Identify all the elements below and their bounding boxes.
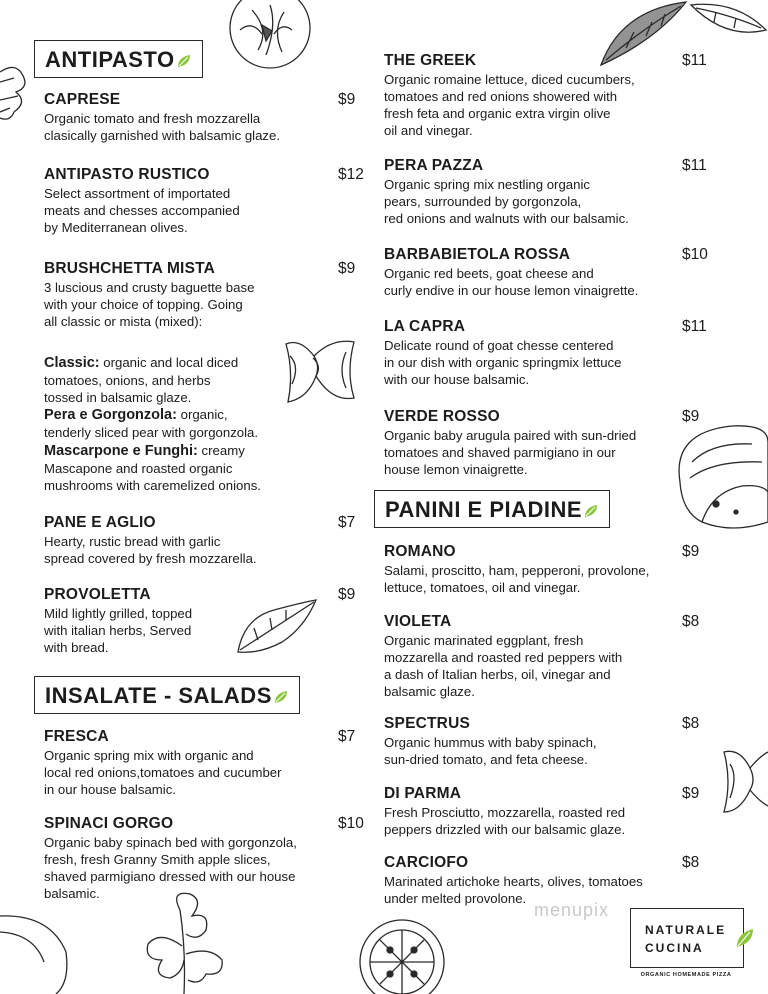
menu-item-desc: Organic spring mix nestling organic pears, surrounded by gorgonzola, red onions and walnuts with our balsamic. (384, 177, 629, 226)
menu-item-price: $11 (682, 157, 707, 174)
menu-item-price: $9 (682, 785, 700, 802)
menu-item-caprese (44, 91, 356, 144)
menu-item-price: $8 (682, 715, 700, 732)
brand-name-line2: CUCINA (645, 941, 704, 955)
parsley-sketch-icon (0, 62, 30, 124)
menu-item-price: $8 (682, 613, 700, 630)
menu-item-desc: Marinated artichoke hearts, olives, tomatoes under melted provolone. (384, 874, 643, 906)
basil-tomato-sketch-icon (222, 0, 317, 75)
menu-item-name: THE GREEK (384, 52, 477, 69)
menu-item-price: $12 (338, 166, 364, 183)
menu-item-price: $9 (682, 543, 700, 560)
menu-item-provoletta (44, 586, 356, 656)
menu-item-price: $7 (338, 728, 356, 745)
leaf-icon (273, 689, 289, 705)
bruschetta-option-mascarpone: Mascarpone e Funghi: creamy Mascapone and roasted organic mushrooms with caremelized onions. (44, 443, 261, 493)
farfalle-pasta-sketch-icon (280, 336, 360, 408)
brand-tagline: ORGANIC HOMEMADE PIZZA (640, 972, 732, 978)
menu-item-price: $10 (682, 246, 708, 263)
tomato-sketch-icon (0, 912, 70, 994)
menu-item-desc: Organic tomato and fresh mozzarella clasically garnished with balsamic glaze. (44, 111, 281, 143)
menu-item-price: $11 (682, 52, 707, 69)
menu-item-desc: Fresh Prosciutto, mozzarella, roasted red peppers drizzled with our balsamic glaze. (384, 805, 626, 837)
option-label: Mascarpone e Funghi: (44, 443, 198, 459)
menu-item-price: $11 (682, 318, 707, 335)
watermark: menupix (534, 900, 610, 920)
menu-item-name: BARBABIETOLA ROSSA (384, 246, 571, 263)
menu-item-name: PANE E AGLIO (44, 514, 156, 531)
menu-item-the-greek (384, 52, 708, 139)
menu-item-verde-rosso (384, 408, 708, 478)
bruschetta-option-classic: Classic: organic and local diced tomatoes, onions, and herbs tossed in balsamic glaze. (44, 355, 239, 405)
bruschetta-option-pera: Pera e Gorgonzola: organic, tenderly sliced pear with gorgonzola. (44, 407, 259, 440)
parsley-sprig-sketch-icon (140, 890, 230, 994)
menu-item-price: $10 (338, 815, 364, 832)
menu-item-name: PERA PAZZA (384, 157, 484, 174)
menu-item-name: CAPRESE (44, 91, 121, 108)
menu-item-romano (384, 543, 708, 596)
section-title-antipasto (34, 40, 203, 78)
menu-item-spinaci-gorgo (44, 815, 364, 902)
brand-logo (630, 908, 744, 968)
menu-item-desc: Organic marinated eggplant, fresh mozzarella and roasted red peppers with a dash of Italian herbs, oil, vinegar and balsamic glaze. (384, 633, 623, 699)
brand-name-line1: NATURALE (645, 923, 727, 937)
menu-item-violeta (384, 613, 708, 700)
menu-item-name: VERDE ROSSO (384, 408, 500, 425)
menu-item-pane-e-aglio (44, 514, 356, 567)
menu-item-desc: Organic hummus with baby spinach, sun-dried tomato, and feta cheese. (384, 735, 597, 767)
option-label: Classic: (44, 355, 100, 371)
menu-item-name: LA CAPRA (384, 318, 466, 335)
menu-item-name: FRESCA (44, 728, 109, 745)
farfalle-pasta-sketch-icon-2 (720, 742, 768, 820)
menu-item-price: $9 (338, 91, 356, 108)
menu-item-price: $9 (338, 260, 356, 277)
menu-item-name: DI PARMA (384, 785, 462, 802)
menu-item-spectrus (384, 715, 708, 768)
menu-item-desc: Organic baby spinach bed with gorgonzola, fresh, fresh Granny Smith apple slices, shaved parmigiano dressed with our house balsamic. (44, 835, 297, 901)
menu-item-price: $8 (682, 854, 700, 871)
menu-item-antipasto-rustico (44, 166, 364, 236)
menu-item-price: $7 (338, 514, 356, 531)
menu-item-desc: Organic spring mix with organic and local red onions,tomatoes and cucumber in our house balsamic. (44, 748, 282, 797)
menu-item-barbabietola-rossa (384, 246, 708, 299)
menu-item-la-capra (384, 318, 708, 388)
menu-item-name: BRUSHCHETTA MISTA (44, 260, 216, 277)
menu-item-fresca (44, 728, 356, 798)
section-title-panini-text: PANINI E PIADINE (385, 497, 583, 522)
menu-item-desc: Delicate round of goat chesse centered in our dish with organic springmix lettuce with our house balsamic. (384, 338, 622, 387)
section-title-insalate-text: INSALATE - SALADS (45, 683, 272, 708)
leaf-icon (583, 503, 599, 519)
menu-item-price: $9 (338, 586, 356, 603)
menu-item-di-parma (384, 785, 708, 838)
section-title-antipasto-text: ANTIPASTO (45, 47, 175, 72)
menu-item-name: ROMANO (384, 543, 456, 560)
menu-item-desc: Select assortment of importated meats and chesses accompanied by Mediterranean olives. (44, 186, 240, 235)
menu-item-pera-pazza (384, 157, 708, 227)
leaf-icon (735, 927, 755, 949)
menu-item-name: CARCIOFO (384, 854, 469, 871)
option-label: Pera e Gorgonzola: (44, 407, 177, 423)
menu-item-name: SPINACI GORGO (44, 815, 174, 832)
section-title-insalate (34, 676, 300, 714)
leaf-icon (176, 53, 192, 69)
menu-item-desc: 3 luscious and crusty baguette base with your choice of topping. Going all classic or mista (mixed): (44, 280, 255, 329)
menu-item-name: PROVOLETTA (44, 586, 151, 603)
menu-item-desc: Organic romaine lettuce, diced cucumbers, tomatoes and red onions showered with fresh feta and organic extra virgin olive oil and vinegar. (384, 72, 635, 138)
menu-item-price: $9 (682, 408, 700, 425)
menu-item-desc: Organic baby arugula paired with sun-dried tomatoes and shaved parmigiano in our house lemon vinaigrette. (384, 428, 637, 477)
menu-item-desc: Salami, proscitto, ham, pepperoni, provolone, lettuce, tomatoes, oil and vinegar. (384, 563, 650, 595)
menu-item-name: VIOLETA (384, 613, 452, 630)
menu-item-desc: Organic red beets, goat cheese and curly endive in our house lemon vinaigrette. (384, 266, 639, 298)
menu-item-name: SPECTRUS (384, 715, 471, 732)
menu-item-brushchetta-mista (44, 260, 356, 330)
menu-item-name: ANTIPASTO RUSTICO (44, 166, 210, 183)
tomato-slice-sketch-icon (356, 916, 448, 994)
section-title-panini (374, 490, 610, 528)
menu-item-desc: Mild lightly grilled, topped with italian herbs, Served with bread. (44, 606, 193, 655)
menu-item-desc: Hearty, rustic bread with garlic spread covered by fresh mozzarella. (44, 534, 257, 566)
